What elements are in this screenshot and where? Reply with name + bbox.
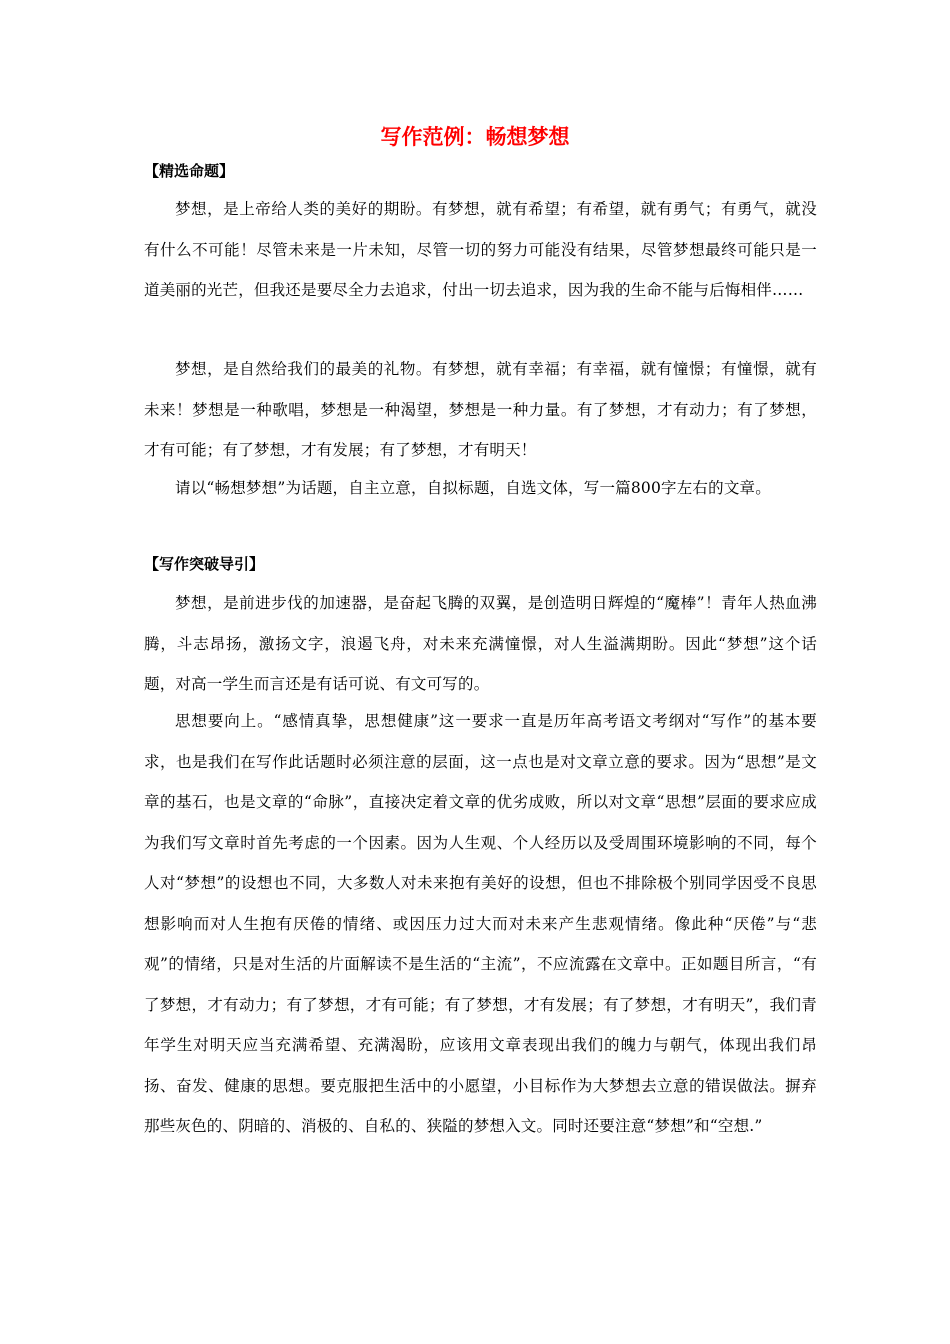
- paragraph: 请以“畅想梦想”为话题，自主立意，自拟标题，自选文体，写一篇800字左右的文章。: [175, 479, 771, 497]
- paragraph: 思想要向上。“感情真挚，思想健康”这一要求一直是历年高考语文考纲对“写作”的基本要求，也是我们在写作此话题时必须注意的层面，这一点也是对文章立意的要求。因为“思想”是文章的基石，也是文章的“命脉”，直接决定着文章的优劣成败，所以对文章“思想”层面的要求应成为我们写文章时首先考虑的一个因素。因为人生观、个人经历以及受周围环境影响的不同，每个人对“梦想”的设想也不同，大多数人对未来抱有美好的设想，但也不排除极个别同学因受不良思想影响而对人生抱有厌倦的情绪、或因压力过大而对未来产生悲观情绪。像此种“厌倦”与“悲观”的情绪，只是对生活的片面解读不是生活的“主流”，不应流露在文章中。正如题目所言，“有了梦想，才有动力；有了梦想，才有可能；有了梦想，才有发展；有了梦想，才有明天”，我们青年学生对明天应当充满希望、充满渴盼，应该用文章表现出我们的魄力与朝气，体现出我们昂扬、奋发、健康的思想。要克服把生活中的小愿望，小目标作为大梦想去立意的错误做法。摒弃那些灰色的、阴暗的、消极的、自私的、狭隘的梦想入文。同时还要注意“梦想”和“空想.”: [144, 712, 817, 1135]
- section-heading-selected-topic: 【精选命题】: [144, 162, 235, 180]
- paragraph: 梦想，是自然给我们的最美的礼物。有梦想，就有幸福；有幸福，就有憧憬；有憧憬，就有未来！梦想是一种歌唱，梦想是一种渴望，梦想是一种力量。有了梦想，才有动力；有了梦想，才有可能；有了梦想，才有发展；有了梦想，才有明天！: [144, 360, 817, 459]
- paragraph: 梦想，是上帝给人类的美好的期盼。有梦想，就有希望；有希望，就有勇气；有勇气，就没有什么不可能！尽管未来是一片未知，尽管一切的努力可能没有结果，尽管梦想最终可能只是一道美丽的光芒，但我还是要尽全力去追求，付出一切去追求，因为我的生命不能与后悔相伴……: [144, 200, 817, 299]
- paragraph: 梦想，是前进步伐的加速器，是奋起飞腾的双翼，是创造明日辉煌的“魔棒”！青年人热血沸腾，斗志昂扬，激扬文字，浪遏飞舟，对未来充满憧憬，对人生溢满期盼。因此“梦想”这个话题，对高一学生而言还是有话可说、有文可写的。: [144, 594, 817, 693]
- section-heading-writing-guide: 【写作突破导引】: [144, 555, 265, 573]
- page-title: 写作范例：畅想梦想: [380, 125, 570, 149]
